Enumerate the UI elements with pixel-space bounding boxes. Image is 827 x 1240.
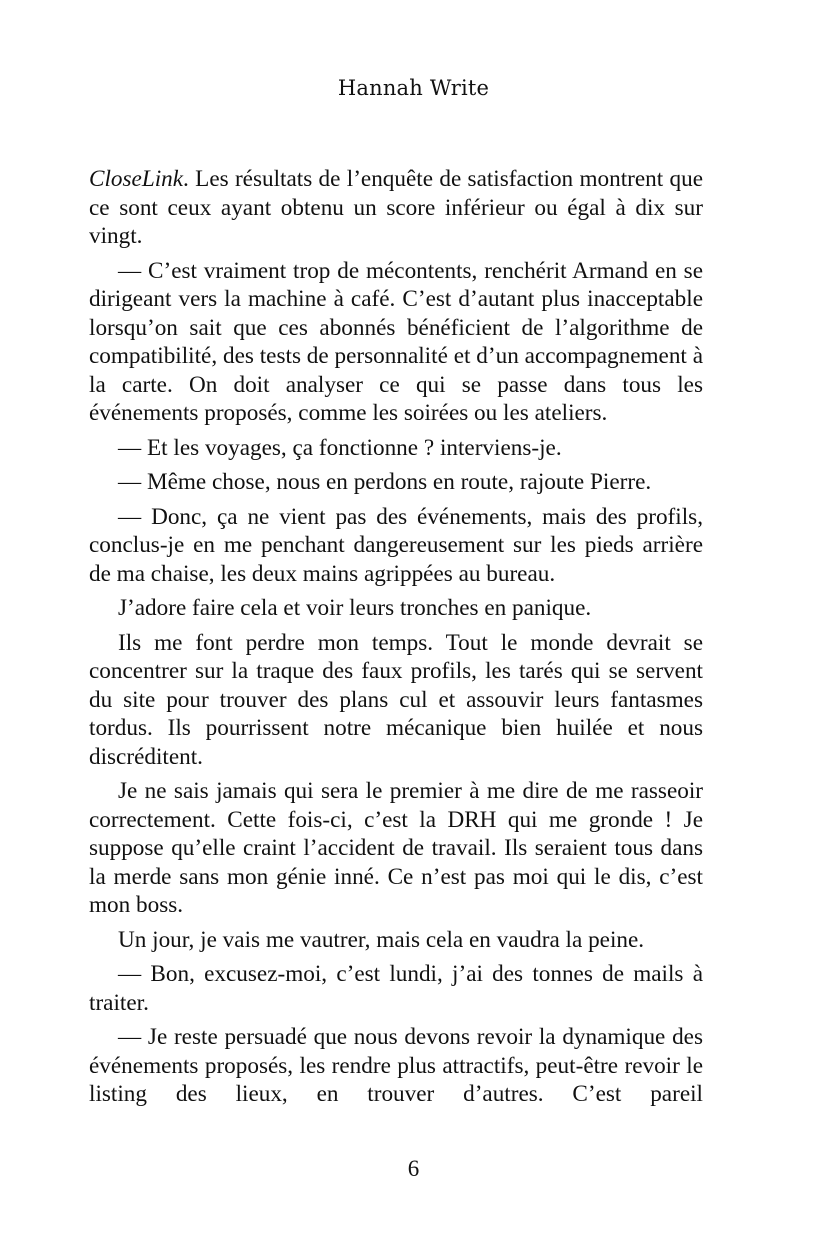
paragraph-dialogue-armand: — C’est vraiment trop de mécontents, renchérit Armand en se dirigeant vers la machine à café. C’est d’autant plus inacceptable lorsqu’on sait que ces abonnés bénéficient de l’algorithme de compatibilité, des tests de personnalité et d’un accompagnement à la carte. On doit analyser ce qui se passe dans tous les événements proposés, comme les soirées ou les ateliers. [89,257,703,426]
paragraph-text: . Les résultats de l’enquête de satisfaction montrent que ce sont ceux ayant obtenu un score inférieur ou égal à dix sur vingt. [89,166,703,249]
paragraph-dialogue-profils: — Donc, ça ne vient pas des événements, mais des profils, conclus-je en me penchant dangereusement sur les pieds arrière de ma chaise, les deux mains agrippées au bureau. [89,503,703,587]
paragraph-continuation [89,165,703,251]
paragraph-narration: J’adore faire cela et voir leurs tronches en panique. [118,595,592,621]
paragraph-narration: Je ne sais jamais qui sera le premier à me dire de me rasseoir correctement. Cette fois-ci, c’est la DRH qui me gronde ! Je suppose qu’elle craint l’accident de travail. Ils seraient tous dans la merde sans mon génie inné. Ce n’est pas moi qui le dis, c’est mon boss. [89,778,703,918]
paragraph-dialogue-mails: — Bon, excusez-moi, c’est lundi, j’ai des tonnes de mails à traiter. [89,961,703,1016]
brand-name: CloseLink [89,166,184,192]
body-text [89,165,703,1109]
page-number: 6 [407,1156,420,1181]
running-header-author: Hannah Write [337,76,490,100]
paragraph-narration: Ils me font perdre mon temps. Tout le monde devrait se concentrer sur la traque des faux profils, les tarés qui se servent du site pour trouver des plans cul et assouvir leurs fantasmes tordus. Ils pourrissent notre mécanique bien huilée et nous discréditent. [89,629,703,770]
paragraph-dialogue-dynamique: — Je reste persuadé que nous devons revoir la dynamique des événements proposés, les rendre plus attractifs, peut-être revoir le listing des lieux, en trouver d’autres. C’est pareil [89,1024,703,1107]
paragraph-dialogue-voyages: — Et les voyages, ça fonctionne ? interviens-je. [118,434,562,461]
paragraph-dialogue-pierre: — Même chose, nous en perdons en route, rajoute Pierre. [118,469,652,495]
paragraph-narration: Un jour, je vais me vautrer, mais cela en vaudra la peine. [118,926,645,953]
